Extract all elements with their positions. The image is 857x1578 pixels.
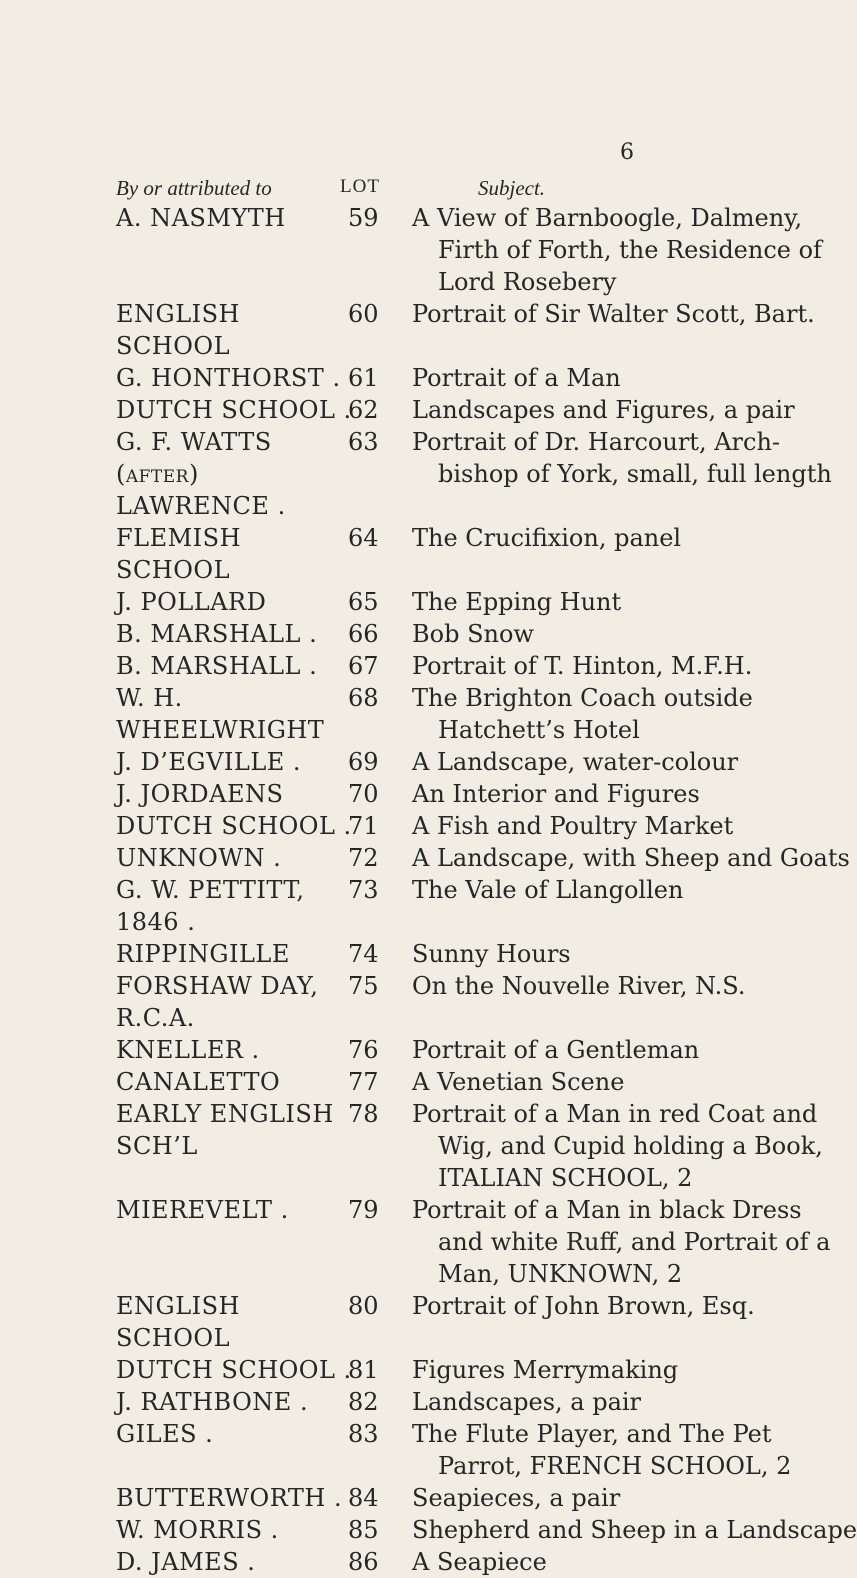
artist-name: [116, 810, 356, 842]
lot-number: 62: [348, 396, 379, 424]
subject-line: A Fish and Poultry Market: [412, 812, 734, 840]
artist-name: [116, 682, 356, 746]
subject-line: On the Nouvelle River, N.S.: [412, 972, 746, 1000]
lot-number: 83: [348, 1420, 379, 1448]
catalogue-entry: [0, 746, 800, 778]
artist-line: W. MORRIS .: [116, 1516, 279, 1544]
subject-description: [412, 426, 832, 490]
subject-description: [412, 522, 792, 554]
subject-description: [412, 970, 792, 1002]
catalogue-entry: [0, 394, 800, 426]
subject-description: [412, 1194, 831, 1290]
subject-description: [412, 778, 792, 810]
artist-name: [116, 842, 356, 874]
lot-number: 70: [348, 780, 379, 808]
subject-line: The Epping Hunt: [412, 588, 622, 616]
catalogue-entry: [0, 874, 800, 938]
subject-description: [412, 1418, 792, 1482]
subject-description: [412, 1290, 792, 1322]
subject-line: Lord Rosebery: [438, 268, 617, 296]
subject-line: A Venetian Scene: [412, 1068, 625, 1096]
lot-number: 71: [348, 812, 379, 840]
subject-description: [412, 746, 792, 778]
artist-line: DUTCH SCHOOL .: [116, 812, 352, 840]
subject-line: Portrait of John Brown, Esq.: [412, 1292, 755, 1320]
artist-name: [116, 1098, 356, 1162]
subject-description: [412, 618, 792, 650]
artist-line: MIEREVELT .: [116, 1196, 289, 1224]
lot-number: 85: [348, 1516, 379, 1544]
artist-line: J. D’EGVILLE .: [116, 748, 302, 776]
subject-line: The Crucifixion, panel: [412, 524, 682, 552]
catalogue-entry: [0, 202, 822, 298]
lot-number: 74: [348, 940, 379, 968]
subject-description: [412, 842, 850, 874]
subject-description: [412, 1098, 823, 1194]
subject-description: [412, 1066, 792, 1098]
artist-line: FLEMISH SCHOOL: [116, 524, 242, 584]
subject-description: [412, 1386, 792, 1418]
catalogue-entry: [0, 618, 800, 650]
catalogue-entry: [0, 1066, 800, 1098]
artist-name: [116, 1034, 356, 1066]
subject-description: [412, 874, 792, 906]
artist-line: ENGLISH SCHOOL: [116, 1292, 240, 1352]
subject-description: [412, 394, 795, 426]
subject-line: Bob Snow: [412, 620, 534, 648]
subject-line: Parrot, FRENCH SCHOOL, 2: [438, 1452, 792, 1480]
lot-number: 75: [348, 972, 379, 1000]
artist-name: [116, 618, 356, 650]
subject-description: [412, 362, 792, 394]
artist-line: G. F. WATTS (after): [116, 428, 272, 488]
catalogue-entry: [0, 1194, 831, 1290]
artist-name: [116, 394, 356, 426]
lot-number: 66: [348, 620, 379, 648]
subject-description: [412, 1034, 792, 1066]
subject-description: [412, 202, 822, 298]
subject-line: The Brighton Coach outside: [412, 684, 753, 712]
subject-line: ITALIAN SCHOOL, 2: [438, 1164, 693, 1192]
artist-line: W. H. WHEELWRIGHT: [116, 684, 325, 744]
catalogue-list: [0, 202, 857, 1578]
artist-line: D. JAMES .: [116, 1548, 256, 1576]
subject-line: Landscapes and Figures, a pair: [412, 396, 795, 424]
catalogue-entry: [0, 970, 800, 1034]
artist-name: [116, 1194, 356, 1226]
artist-name: [116, 1066, 356, 1098]
subject-line: The Vale of Llangollen: [412, 876, 684, 904]
subject-line: A Seapiece: [412, 1548, 547, 1576]
lot-number: 65: [348, 588, 379, 616]
subject-line: bishop of York, small, full length: [438, 460, 832, 488]
lot-number: 81: [348, 1356, 379, 1384]
subject-description: [412, 1546, 792, 1578]
subject-line: A View of Barnboogle, Dalmeny,: [412, 204, 803, 232]
artist-name: [116, 298, 356, 362]
artist-name: [116, 1546, 356, 1578]
artist-name: [116, 1482, 356, 1514]
subject-line: Portrait of a Man in black Dress: [412, 1196, 802, 1224]
artist-name: [116, 362, 356, 394]
lot-number: 64: [348, 524, 379, 552]
subject-line: An Interior and Figures: [412, 780, 700, 808]
catalogue-entry: [0, 682, 800, 746]
artist-name: [116, 426, 356, 522]
subject-line: A Landscape, water-colour: [412, 748, 739, 776]
artist-line: DUTCH SCHOOL .: [116, 1356, 352, 1384]
subject-line: Man, UNKNOWN, 2: [438, 1260, 683, 1288]
artist-column-header: By or attributed to: [116, 176, 272, 200]
catalogue-entry: [0, 938, 800, 970]
subject-column-header: Subject.: [478, 176, 546, 200]
subject-line: Hatchett’s Hotel: [438, 716, 640, 744]
catalogue-entry: [0, 1386, 800, 1418]
artist-line: UNKNOWN .: [116, 844, 282, 872]
artist-line: J. RATHBONE .: [116, 1388, 309, 1416]
lot-number: 59: [348, 204, 379, 232]
subject-description: [412, 682, 792, 746]
artist-line: BUTTERWORTH .: [116, 1484, 343, 1512]
lot-number: 63: [348, 428, 379, 456]
subject-line: Portrait of a Man in red Coat and: [412, 1100, 818, 1128]
artist-name: [116, 746, 356, 778]
artist-name: [116, 970, 356, 1034]
artist-name: [116, 874, 356, 938]
catalogue-entry: [0, 1034, 800, 1066]
lot-number: 84: [348, 1484, 379, 1512]
catalogue-entry: [0, 1514, 857, 1546]
catalogue-entry: [0, 1546, 800, 1578]
lot-column-header: LOT: [340, 176, 380, 197]
subject-description: [412, 1514, 857, 1546]
catalogue-entry: [0, 778, 800, 810]
artist-name: [116, 586, 356, 618]
lot-number: 68: [348, 684, 379, 712]
lot-number: 60: [348, 300, 379, 328]
subject-line: Portrait of T. Hinton, M.F.H.: [412, 652, 753, 680]
subject-line: A Landscape, with Sheep and Goats: [412, 844, 850, 872]
subject-description: [412, 586, 792, 618]
artist-line: KNELLER .: [116, 1036, 260, 1064]
artist-line: A. NASMYTH: [116, 204, 286, 232]
subject-line: and white Ruff, and Portrait of a: [438, 1228, 831, 1256]
artist-line: B. MARSHALL .: [116, 652, 318, 680]
catalogue-entry: [0, 586, 800, 618]
catalogue-entry: [0, 426, 832, 522]
lot-number: 73: [348, 876, 379, 904]
catalogue-entry: [0, 1098, 823, 1194]
lot-number: 82: [348, 1388, 379, 1416]
artist-name: [116, 522, 356, 586]
subject-description: [412, 938, 792, 970]
artist-line: ENGLISH SCHOOL: [116, 300, 240, 360]
artist-name: [116, 938, 356, 970]
subject-line: Figures Merrymaking: [412, 1356, 679, 1384]
subject-line: The Flute Player, and The Pet: [412, 1420, 772, 1448]
subject-line: Portrait of Sir Walter Scott, Bart.: [412, 300, 815, 328]
artist-line: J. JORDAENS: [116, 780, 284, 808]
artist-line: EARLY ENGLISH SCH’L: [116, 1100, 334, 1160]
lot-number: 72: [348, 844, 379, 872]
subject-line: Portrait of a Gentleman: [412, 1036, 700, 1064]
artist-name: [116, 650, 356, 682]
catalogue-entry: [0, 1418, 800, 1482]
artist-line: CANALETTO: [116, 1068, 281, 1096]
artist-name: [116, 1290, 356, 1354]
subject-line: Portrait of a Man: [412, 364, 621, 392]
subject-description: [412, 810, 792, 842]
subject-line: Portrait of Dr. Harcourt, Arch-: [412, 428, 781, 456]
artist-name: [116, 778, 356, 810]
lot-number: 61: [348, 364, 379, 392]
catalogue-entry: [0, 842, 850, 874]
artist-line: B. MARSHALL .: [116, 620, 318, 648]
artist-line: J. POLLARD: [116, 588, 267, 616]
subject-line: Seapieces, a pair: [412, 1484, 621, 1512]
lot-number: 67: [348, 652, 379, 680]
artist-name: [116, 1418, 356, 1450]
catalogue-entry: [0, 298, 815, 362]
catalogue-entry: [0, 810, 800, 842]
catalogue-entry: [0, 362, 800, 394]
lot-number: 77: [348, 1068, 379, 1096]
artist-line: G. HONTHORST .: [116, 364, 341, 392]
artist-name: [116, 1514, 356, 1546]
artist-line: RIPPINGILLE: [116, 940, 290, 968]
artist-line: FORSHAW DAY, R.C.A.: [116, 972, 319, 1032]
artist-name: [116, 1386, 356, 1418]
lot-number: 69: [348, 748, 379, 776]
catalogue-entry: [0, 1354, 800, 1386]
artist-name: [116, 202, 356, 234]
artist-line: DUTCH SCHOOL .: [116, 396, 352, 424]
lot-number: 79: [348, 1196, 379, 1224]
subject-description: [412, 298, 815, 330]
subject-description: [412, 1354, 792, 1386]
artist-line: LAWRENCE .: [116, 492, 286, 520]
artist-name: [116, 1354, 356, 1386]
subject-description: [412, 650, 792, 682]
lot-number: 86: [348, 1548, 379, 1576]
catalogue-entry: [0, 650, 800, 682]
artist-line: G. W. PETTITT, 1846 .: [116, 876, 305, 936]
lot-number: 80: [348, 1292, 379, 1320]
catalogue-entry: [0, 1482, 800, 1514]
catalogue-entry: [0, 522, 800, 586]
subject-line: Wig, and Cupid holding a Book,: [438, 1132, 823, 1160]
catalogue-entry: [0, 1290, 800, 1354]
artist-line: GILES .: [116, 1420, 214, 1448]
lot-number: 78: [348, 1100, 379, 1128]
subject-line: Shepherd and Sheep in a Landscape: [412, 1516, 857, 1544]
subject-line: Firth of Forth, the Residence of: [438, 236, 822, 264]
subject-description: [412, 1482, 792, 1514]
subject-line: Landscapes, a pair: [412, 1388, 642, 1416]
subject-line: Sunny Hours: [412, 940, 571, 968]
page-number: 6: [620, 140, 634, 165]
lot-number: 76: [348, 1036, 379, 1064]
